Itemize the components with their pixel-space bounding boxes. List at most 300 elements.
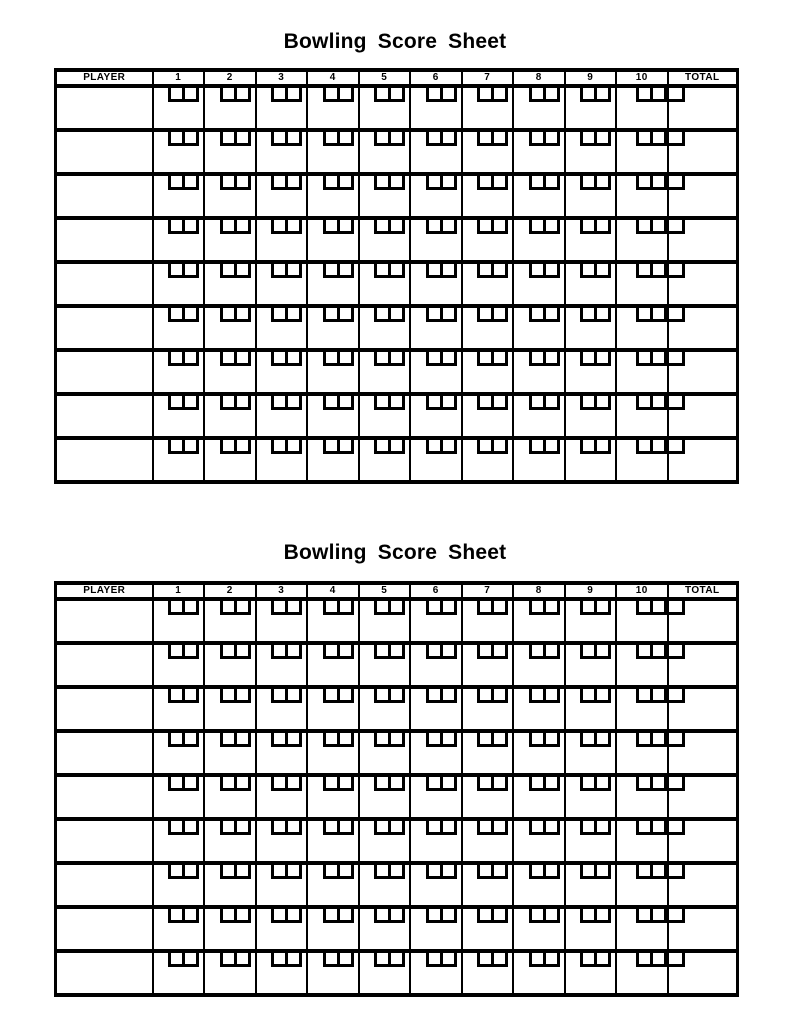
throw-box-2[interactable] [388,601,405,615]
frame-cell[interactable] [410,86,462,130]
total-cell[interactable] [668,174,738,218]
frame-cell[interactable] [256,218,308,262]
throw-box-2[interactable] [337,733,354,747]
frame-cell[interactable] [204,262,256,306]
frame-cell[interactable] [359,218,411,262]
bonus-throw-box[interactable] [669,308,685,322]
total-cell[interactable] [668,599,738,643]
throw-box-2[interactable] [337,821,354,835]
frame-cell-10[interactable] [616,174,668,218]
throw-box-2[interactable] [285,777,302,791]
frame-cell[interactable] [153,775,205,819]
throw-box-2[interactable] [543,132,560,146]
throw-box-2[interactable] [388,733,405,747]
frame-cell[interactable] [410,218,462,262]
throw-box-2[interactable] [182,601,199,615]
throw-box-2[interactable] [440,777,457,791]
player-name-cell[interactable] [56,907,153,951]
player-name-cell[interactable] [56,86,153,130]
throw-box-2[interactable] [440,601,457,615]
throw-box-2[interactable] [285,953,302,967]
throw-box-2[interactable] [543,821,560,835]
throw-box-2[interactable] [650,689,667,703]
frame-cell[interactable] [153,731,205,775]
throw-box-2[interactable] [234,176,251,190]
throw-box-2[interactable] [285,352,302,366]
frame-cell[interactable] [513,687,565,731]
frame-cell[interactable] [204,687,256,731]
throw-box-2[interactable] [491,689,508,703]
throw-box-2[interactable] [440,865,457,879]
bonus-throw-box[interactable] [669,220,685,234]
player-name-cell[interactable] [56,951,153,995]
total-cell[interactable] [668,775,738,819]
throw-box-2[interactable] [337,865,354,879]
frame-cell[interactable] [256,687,308,731]
throw-box-2[interactable] [650,733,667,747]
total-cell[interactable] [668,86,738,130]
frame-cell[interactable] [307,775,359,819]
frame-cell[interactable] [153,687,205,731]
player-name-cell[interactable] [56,643,153,687]
throw-box-2[interactable] [491,132,508,146]
throw-box-2[interactable] [440,953,457,967]
throw-box-2[interactable] [440,440,457,454]
throw-box-2[interactable] [234,88,251,102]
throw-box-2[interactable] [543,645,560,659]
frame-cell[interactable] [359,438,411,482]
frame-cell[interactable] [565,174,617,218]
frame-cell[interactable] [410,306,462,350]
throw-box-2[interactable] [594,601,611,615]
frame-cell[interactable] [204,907,256,951]
throw-box-2[interactable] [440,132,457,146]
frame-cell[interactable] [153,350,205,394]
throw-box-2[interactable] [234,132,251,146]
throw-box-2[interactable] [337,440,354,454]
frame-cell[interactable] [565,775,617,819]
throw-box-2[interactable] [388,352,405,366]
throw-box-2[interactable] [650,396,667,410]
frame-cell[interactable] [410,130,462,174]
frame-cell[interactable] [307,262,359,306]
frame-cell[interactable] [565,863,617,907]
throw-box-2[interactable] [594,689,611,703]
throw-box-2[interactable] [543,176,560,190]
throw-box-2[interactable] [650,88,667,102]
throw-box-2[interactable] [285,132,302,146]
throw-box-2[interactable] [650,953,667,967]
frame-cell[interactable] [204,306,256,350]
frame-cell[interactable] [256,775,308,819]
frame-cell[interactable] [565,599,617,643]
throw-box-2[interactable] [650,220,667,234]
frame-cell[interactable] [307,218,359,262]
throw-box-2[interactable] [234,352,251,366]
throw-box-2[interactable] [543,440,560,454]
bonus-throw-box[interactable] [669,821,685,835]
throw-box-2[interactable] [182,777,199,791]
frame-cell[interactable] [256,86,308,130]
frame-cell[interactable] [462,643,514,687]
frame-cell[interactable] [565,350,617,394]
frame-cell[interactable] [359,687,411,731]
frame-cell[interactable] [410,394,462,438]
bonus-throw-box[interactable] [669,953,685,967]
throw-box-2[interactable] [650,865,667,879]
frame-cell[interactable] [513,731,565,775]
frame-cell[interactable] [462,687,514,731]
throw-box-2[interactable] [491,601,508,615]
throw-box-2[interactable] [337,220,354,234]
frame-cell[interactable] [307,951,359,995]
throw-box-2[interactable] [285,689,302,703]
frame-cell[interactable] [462,350,514,394]
frame-cell[interactable] [153,218,205,262]
throw-box-2[interactable] [650,821,667,835]
throw-box-2[interactable] [543,909,560,923]
throw-box-2[interactable] [285,865,302,879]
throw-box-2[interactable] [285,176,302,190]
throw-box-2[interactable] [491,865,508,879]
frame-cell[interactable] [153,306,205,350]
frame-cell[interactable] [462,775,514,819]
frame-cell[interactable] [256,130,308,174]
frame-cell[interactable] [513,262,565,306]
throw-box-2[interactable] [440,220,457,234]
frame-cell[interactable] [307,86,359,130]
throw-box-2[interactable] [440,264,457,278]
throw-box-2[interactable] [285,396,302,410]
frame-cell[interactable] [410,262,462,306]
frame-cell[interactable] [153,951,205,995]
throw-box-2[interactable] [337,176,354,190]
throw-box-2[interactable] [182,953,199,967]
frame-cell[interactable] [513,951,565,995]
frame-cell[interactable] [565,306,617,350]
frame-cell[interactable] [307,907,359,951]
frame-cell[interactable] [410,599,462,643]
frame-cell[interactable] [359,907,411,951]
frame-cell[interactable] [462,863,514,907]
frame-cell[interactable] [204,174,256,218]
frame-cell[interactable] [153,394,205,438]
frame-cell[interactable] [513,130,565,174]
frame-cell[interactable] [359,174,411,218]
throw-box-2[interactable] [388,176,405,190]
total-cell[interactable] [668,130,738,174]
frame-cell[interactable] [359,819,411,863]
bonus-throw-box[interactable] [669,132,685,146]
throw-box-2[interactable] [285,440,302,454]
throw-box-2[interactable] [388,865,405,879]
throw-box-2[interactable] [182,440,199,454]
throw-box-2[interactable] [650,909,667,923]
throw-box-2[interactable] [594,220,611,234]
frame-cell[interactable] [359,130,411,174]
frame-cell[interactable] [565,907,617,951]
throw-box-2[interactable] [234,865,251,879]
frame-cell[interactable] [359,262,411,306]
throw-box-2[interactable] [234,308,251,322]
throw-box-2[interactable] [491,645,508,659]
throw-box-2[interactable] [594,865,611,879]
player-name-cell[interactable] [56,775,153,819]
frame-cell[interactable] [565,218,617,262]
throw-box-2[interactable] [491,777,508,791]
player-name-cell[interactable] [56,350,153,394]
frame-cell-10[interactable] [616,438,668,482]
throw-box-2[interactable] [182,865,199,879]
frame-cell[interactable] [256,174,308,218]
throw-box-2[interactable] [182,308,199,322]
frame-cell[interactable] [256,394,308,438]
bonus-throw-box[interactable] [669,865,685,879]
player-name-cell[interactable] [56,306,153,350]
throw-box-2[interactable] [543,865,560,879]
throw-box-2[interactable] [337,352,354,366]
throw-box-2[interactable] [234,821,251,835]
frame-cell[interactable] [359,775,411,819]
frame-cell[interactable] [513,438,565,482]
throw-box-2[interactable] [337,645,354,659]
frame-cell[interactable] [256,438,308,482]
frame-cell[interactable] [410,350,462,394]
bonus-throw-box[interactable] [669,352,685,366]
throw-box-2[interactable] [440,909,457,923]
frame-cell[interactable] [513,819,565,863]
frame-cell[interactable] [462,907,514,951]
frame-cell[interactable] [565,687,617,731]
frame-cell[interactable] [462,731,514,775]
frame-cell[interactable] [153,907,205,951]
throw-box-2[interactable] [594,352,611,366]
frame-cell[interactable] [513,863,565,907]
frame-cell[interactable] [256,599,308,643]
frame-cell[interactable] [462,438,514,482]
throw-box-2[interactable] [491,264,508,278]
throw-box-2[interactable] [337,689,354,703]
throw-box-2[interactable] [543,396,560,410]
throw-box-2[interactable] [388,88,405,102]
throw-box-2[interactable] [388,821,405,835]
throw-box-2[interactable] [440,88,457,102]
throw-box-2[interactable] [491,396,508,410]
frame-cell-10[interactable] [616,130,668,174]
frame-cell[interactable] [256,819,308,863]
frame-cell[interactable] [565,130,617,174]
throw-box-2[interactable] [234,645,251,659]
frame-cell[interactable] [307,306,359,350]
throw-box-2[interactable] [594,264,611,278]
throw-box-2[interactable] [594,777,611,791]
frame-cell[interactable] [307,394,359,438]
throw-box-2[interactable] [594,645,611,659]
throw-box-2[interactable] [182,264,199,278]
throw-box-2[interactable] [543,220,560,234]
throw-box-2[interactable] [440,352,457,366]
bonus-throw-box[interactable] [669,645,685,659]
throw-box-2[interactable] [182,176,199,190]
throw-box-2[interactable] [440,821,457,835]
frame-cell-10[interactable] [616,907,668,951]
throw-box-2[interactable] [594,308,611,322]
bonus-throw-box[interactable] [669,176,685,190]
frame-cell[interactable] [410,731,462,775]
frame-cell[interactable] [462,130,514,174]
throw-box-2[interactable] [491,821,508,835]
throw-box-2[interactable] [388,308,405,322]
frame-cell[interactable] [359,951,411,995]
frame-cell[interactable] [462,599,514,643]
frame-cell[interactable] [256,350,308,394]
throw-box-2[interactable] [594,176,611,190]
frame-cell[interactable] [256,643,308,687]
throw-box-2[interactable] [234,953,251,967]
throw-box-2[interactable] [285,264,302,278]
player-name-cell[interactable] [56,218,153,262]
frame-cell[interactable] [565,262,617,306]
bonus-throw-box[interactable] [669,88,685,102]
throw-box-2[interactable] [337,396,354,410]
frame-cell[interactable] [462,306,514,350]
throw-box-2[interactable] [491,308,508,322]
frame-cell[interactable] [359,306,411,350]
throw-box-2[interactable] [440,176,457,190]
frame-cell[interactable] [462,174,514,218]
throw-box-2[interactable] [388,953,405,967]
frame-cell[interactable] [307,819,359,863]
throw-box-2[interactable] [234,777,251,791]
frame-cell-10[interactable] [616,775,668,819]
frame-cell[interactable] [513,643,565,687]
throw-box-2[interactable] [337,132,354,146]
throw-box-2[interactable] [491,440,508,454]
throw-box-2[interactable] [182,689,199,703]
throw-box-2[interactable] [285,645,302,659]
frame-cell[interactable] [204,775,256,819]
throw-box-2[interactable] [182,909,199,923]
frame-cell[interactable] [359,394,411,438]
frame-cell[interactable] [462,951,514,995]
frame-cell[interactable] [204,731,256,775]
bonus-throw-box[interactable] [669,909,685,923]
frame-cell-10[interactable] [616,687,668,731]
throw-box-2[interactable] [650,601,667,615]
throw-box-2[interactable] [182,132,199,146]
frame-cell[interactable] [153,643,205,687]
frame-cell-10[interactable] [616,306,668,350]
frame-cell[interactable] [153,863,205,907]
frame-cell[interactable] [204,438,256,482]
throw-box-2[interactable] [594,132,611,146]
frame-cell[interactable] [153,262,205,306]
total-cell[interactable] [668,262,738,306]
frame-cell[interactable] [513,775,565,819]
frame-cell-10[interactable] [616,643,668,687]
frame-cell[interactable] [307,863,359,907]
frame-cell[interactable] [462,218,514,262]
frame-cell[interactable] [513,907,565,951]
frame-cell[interactable] [462,819,514,863]
frame-cell[interactable] [256,731,308,775]
frame-cell[interactable] [359,350,411,394]
frame-cell[interactable] [513,174,565,218]
throw-box-2[interactable] [285,733,302,747]
frame-cell[interactable] [565,951,617,995]
throw-box-2[interactable] [543,601,560,615]
frame-cell[interactable] [204,863,256,907]
frame-cell-10[interactable] [616,599,668,643]
frame-cell[interactable] [410,687,462,731]
frame-cell[interactable] [307,687,359,731]
throw-box-2[interactable] [440,396,457,410]
throw-box-2[interactable] [234,909,251,923]
throw-box-2[interactable] [182,396,199,410]
frame-cell[interactable] [204,819,256,863]
throw-box-2[interactable] [491,352,508,366]
player-name-cell[interactable] [56,819,153,863]
frame-cell[interactable] [410,863,462,907]
total-cell[interactable] [668,350,738,394]
throw-box-2[interactable] [491,953,508,967]
bonus-throw-box[interactable] [669,733,685,747]
frame-cell[interactable] [565,819,617,863]
frame-cell[interactable] [204,130,256,174]
frame-cell[interactable] [410,907,462,951]
frame-cell[interactable] [410,438,462,482]
throw-box-2[interactable] [650,645,667,659]
throw-box-2[interactable] [650,132,667,146]
frame-cell[interactable] [256,863,308,907]
throw-box-2[interactable] [388,396,405,410]
throw-box-2[interactable] [337,264,354,278]
throw-box-2[interactable] [388,689,405,703]
throw-box-2[interactable] [285,601,302,615]
total-cell[interactable] [668,643,738,687]
frame-cell[interactable] [307,731,359,775]
frame-cell[interactable] [204,951,256,995]
frame-cell[interactable] [513,86,565,130]
frame-cell[interactable] [565,731,617,775]
throw-box-2[interactable] [234,264,251,278]
throw-box-2[interactable] [234,220,251,234]
throw-box-2[interactable] [388,440,405,454]
frame-cell[interactable] [153,819,205,863]
frame-cell[interactable] [513,394,565,438]
frame-cell[interactable] [153,599,205,643]
frame-cell-10[interactable] [616,218,668,262]
throw-box-2[interactable] [388,909,405,923]
bonus-throw-box[interactable] [669,601,685,615]
frame-cell[interactable] [307,599,359,643]
throw-box-2[interactable] [337,909,354,923]
throw-box-2[interactable] [543,88,560,102]
player-name-cell[interactable] [56,687,153,731]
throw-box-2[interactable] [543,308,560,322]
frame-cell[interactable] [204,350,256,394]
throw-box-2[interactable] [440,689,457,703]
player-name-cell[interactable] [56,438,153,482]
frame-cell-10[interactable] [616,863,668,907]
frame-cell[interactable] [359,86,411,130]
frame-cell[interactable] [204,86,256,130]
frame-cell[interactable] [153,130,205,174]
throw-box-2[interactable] [337,601,354,615]
throw-box-2[interactable] [182,352,199,366]
frame-cell[interactable] [410,951,462,995]
frame-cell[interactable] [256,306,308,350]
